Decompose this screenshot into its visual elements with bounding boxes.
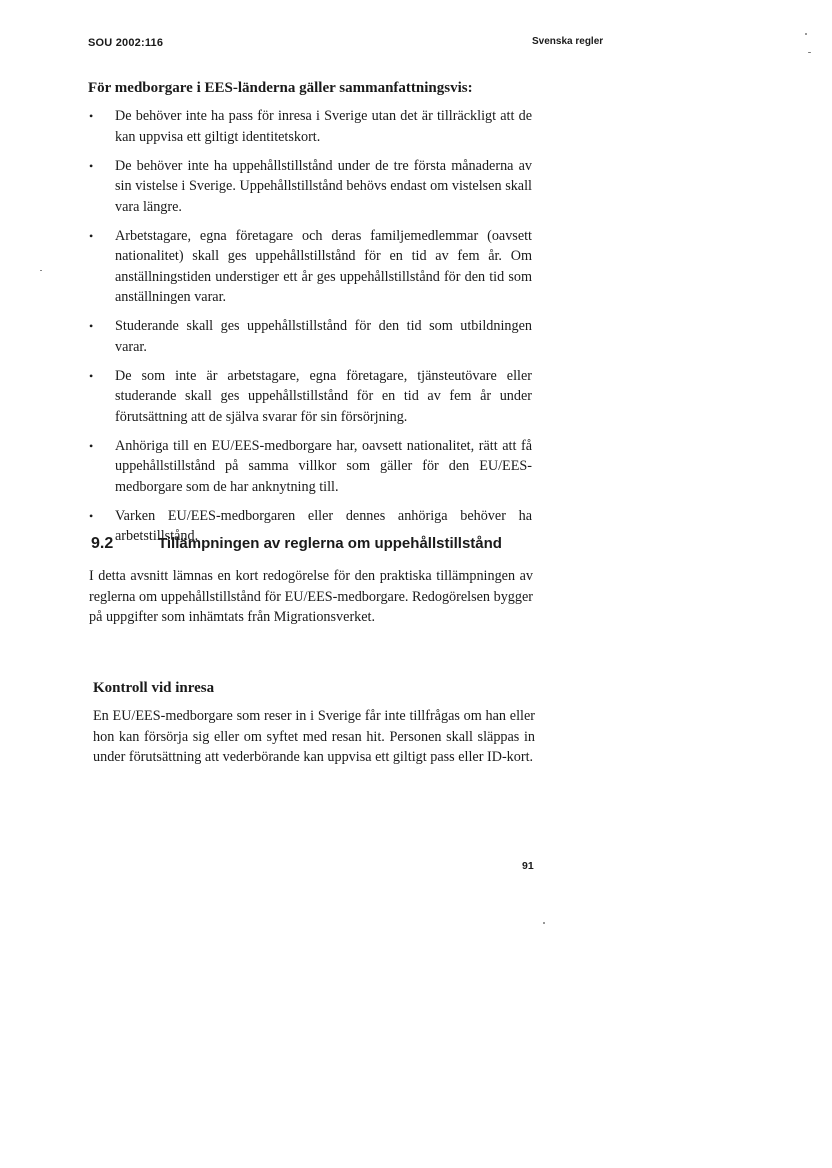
section-intro-paragraph: I detta avsnitt lämnas en kort redogörelse för den praktiska tillämpningen av reglerna om uppehållstillstånd för EU/EES-medborgare. Redogörelsen bygger på uppgifter som inhämtats från Migrationsverket. [89, 568, 533, 625]
running-head-chapter: Svenska regler [532, 36, 604, 47]
subsection-heading: Kontroll vid inresa [93, 680, 215, 696]
bullet-item [88, 436, 532, 498]
bullet-text: Varken EU/EES-medborgaren eller dennes anhöriga behöver ha arbetstillstånd. [115, 507, 532, 544]
bullet-text: De som inte är arbetstagare, egna företagare, tjänsteutövare eller studerande skall ges uppehållstillstånd för en tid av fem år under förutsättning att de själva svarar för sin försörjning. [115, 367, 532, 425]
bullet-marker: • [89, 228, 94, 243]
page-number: 91 [522, 860, 534, 872]
bullet-text: De behöver inte ha pass för inresa i Sverige utan det är tillräckligt att de kan uppvisa ett giltigt identitetskort. [115, 108, 532, 145]
subsection-paragraph: En EU/EES-medborgare som reser in i Sverige får inte tillfrågas om han eller hon kan försörja sig eller om syftet med resan hit. Personen skall släppas in under förutsättning att vederbörande kan uppvisa ett giltigt pass eller ID-kort. [93, 708, 535, 765]
bullet-item [88, 316, 532, 357]
section-heading [91, 535, 551, 553]
bullet-marker: • [89, 368, 94, 383]
bullet-item [88, 106, 532, 147]
scan-speck [40, 270, 42, 271]
scan-speck [543, 922, 545, 924]
running-head-report-id: SOU 2002:116 [88, 37, 164, 49]
bullet-marker: • [89, 508, 94, 523]
summary-bullet-list [88, 106, 532, 555]
scan-speck [805, 33, 807, 35]
bullet-item [88, 156, 532, 218]
bullet-item [88, 226, 532, 308]
bullet-marker: • [89, 109, 94, 123]
summary-heading: För medborgare i EES-länderna gäller sammanfattningsvis: [88, 80, 473, 96]
bullet-text: Arbetstagare, egna företagare och deras familjemedlemmar (oavsett nationalitet) skall ges uppehållstillstånd för en tid av fem år. Om anställningstiden understiger ett år ges uppehållstillstånd för den tid som anställningen varar. [115, 227, 532, 305]
bullet-text: Anhöriga till en EU/EES-medborgare har, oavsett nationalitet, rätt att få uppehållstillstånd på samma villkor som gäller för den EU/EES-medborgare som de har anknytning till. [115, 437, 532, 495]
bullet-text: Studerande skall ges uppehållstillstånd för den tid som utbildningen varar. [115, 318, 532, 355]
scan-speck [808, 52, 811, 53]
bullet-marker: • [89, 319, 94, 333]
bullet-marker: • [89, 158, 94, 173]
bullet-text: De behöver inte ha uppehållstillstånd under de tre första månaderna av sin vistelse i Sverige. Uppehållstillstånd behövs endast om vistelsen skall vara längre. [115, 157, 532, 215]
section-number: 9.2 [91, 535, 114, 552]
bullet-item [88, 366, 532, 428]
section-title: Tillämpningen av reglerna om uppehållstillstånd [158, 535, 502, 552]
bullet-marker: • [89, 438, 94, 453]
